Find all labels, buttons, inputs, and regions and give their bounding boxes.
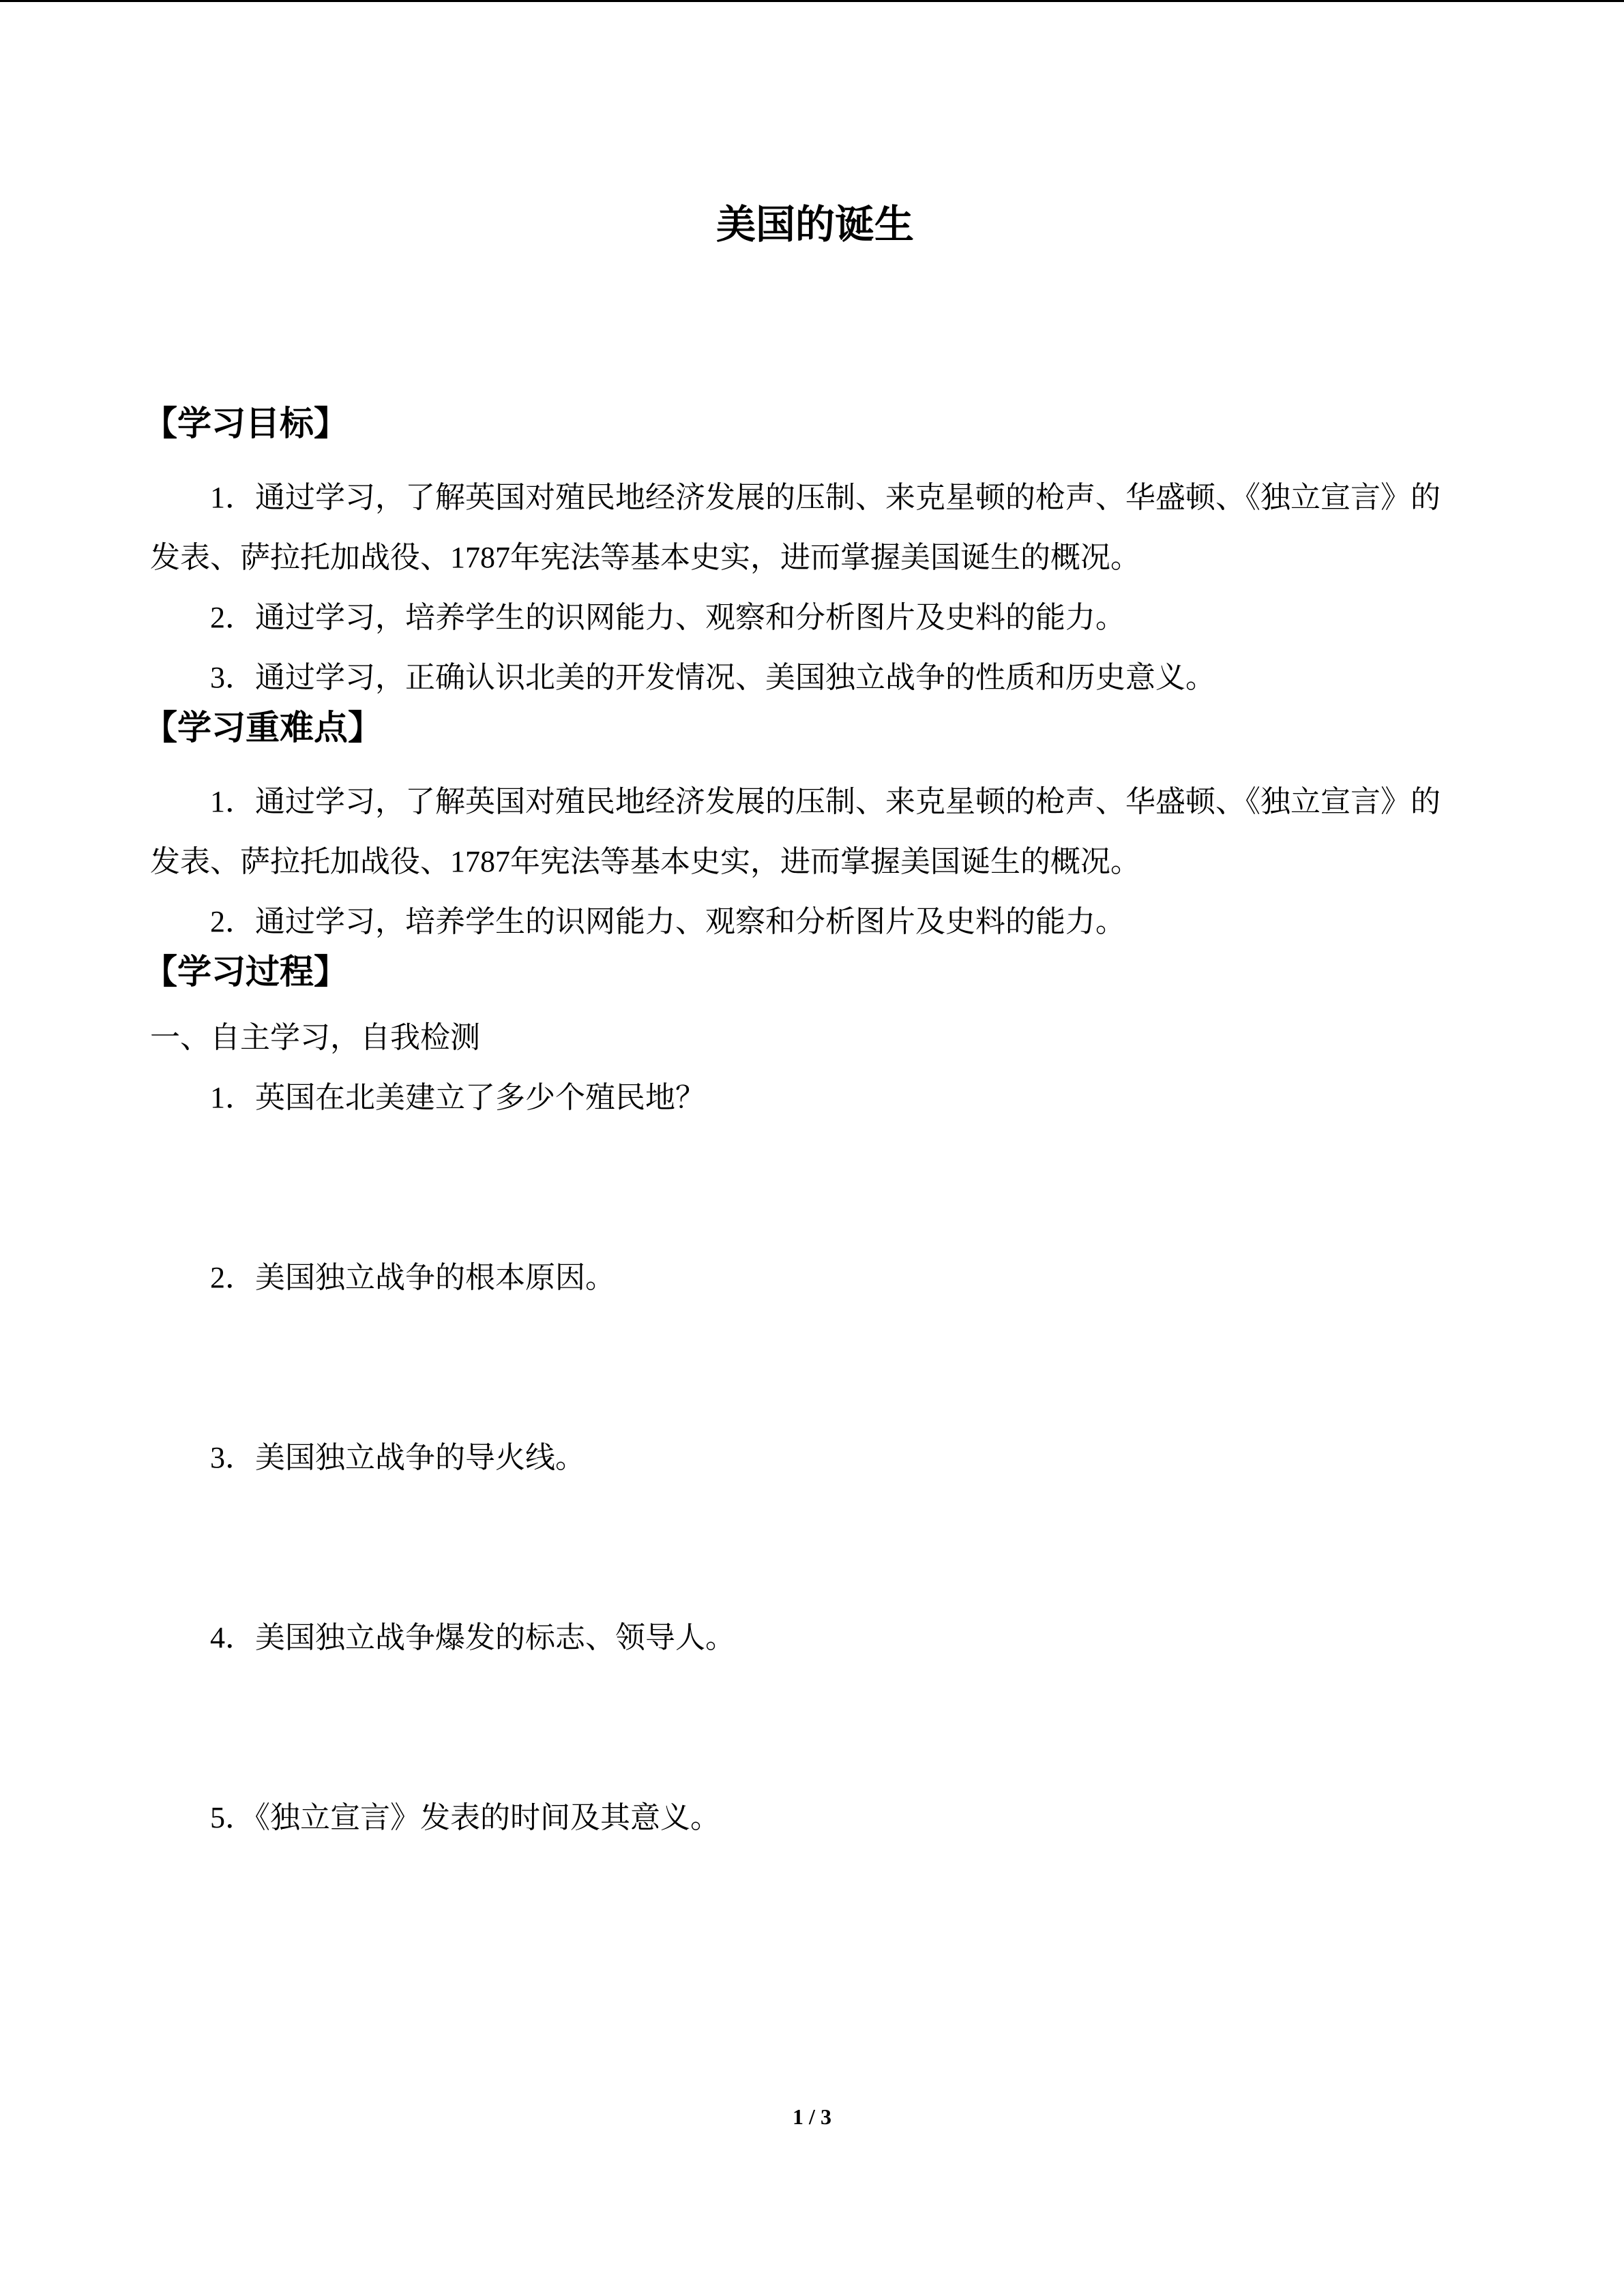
question-3: 3．美国独立战争的导火线。 — [210, 1441, 585, 1474]
page-top-border — [0, 0, 1624, 2]
objective-item-2: 2．通过学习，培养学生的识网能力、观察和分析图片及史料的能力。 — [210, 601, 1125, 634]
answer-space-4 — [150, 1668, 1460, 1788]
question-4: 4．美国独立战争爆发的标志、领导人。 — [210, 1621, 735, 1654]
answer-space-1 — [150, 1128, 1460, 1248]
objectives-heading: 【学习目标】 — [143, 404, 348, 443]
question-1: 1．英国在北美建立了多少个殖民地？ — [210, 1081, 705, 1114]
document-body — [143, 201, 1460, 1848]
process-subheading: 一、自主学习，自我检测 — [150, 1021, 480, 1054]
process-heading: 【学习过程】 — [143, 952, 348, 992]
question-2: 2．美国独立战争的根本原因。 — [210, 1261, 615, 1294]
document-title: 美国的诞生 — [715, 201, 914, 248]
key-point-item-1: 1．通过学习，了解英国对殖民地经济发展的压制、来克星顿的枪声、华盛顿、《独立宣言》的发表、萨拉托加战役、1787年宪法等基本史实，进而掌握美国诞生的概况。 — [150, 785, 1441, 878]
question-5: 5．《独立宣言》发表的时间及其意义。 — [210, 1801, 720, 1834]
objective-item-3: 3．通过学习，正确认识北美的开发情况、美国独立战争的性质和历史意义。 — [210, 661, 1215, 694]
key-point-item-2: 2．通过学习，培养学生的识网能力、观察和分析图片及史料的能力。 — [210, 905, 1125, 938]
answer-space-3 — [150, 1488, 1460, 1608]
answer-space-2 — [150, 1308, 1460, 1428]
key-points-heading: 【学习重难点】 — [143, 708, 382, 747]
page-number: 1 / 3 — [793, 2104, 831, 2129]
objective-item-1: 1．通过学习，了解英国对殖民地经济发展的压制、来克星顿的枪声、华盛顿、《独立宣言》的发表、萨拉托加战役、1787年宪法等基本史实，进而掌握美国诞生的概况。 — [150, 481, 1441, 574]
